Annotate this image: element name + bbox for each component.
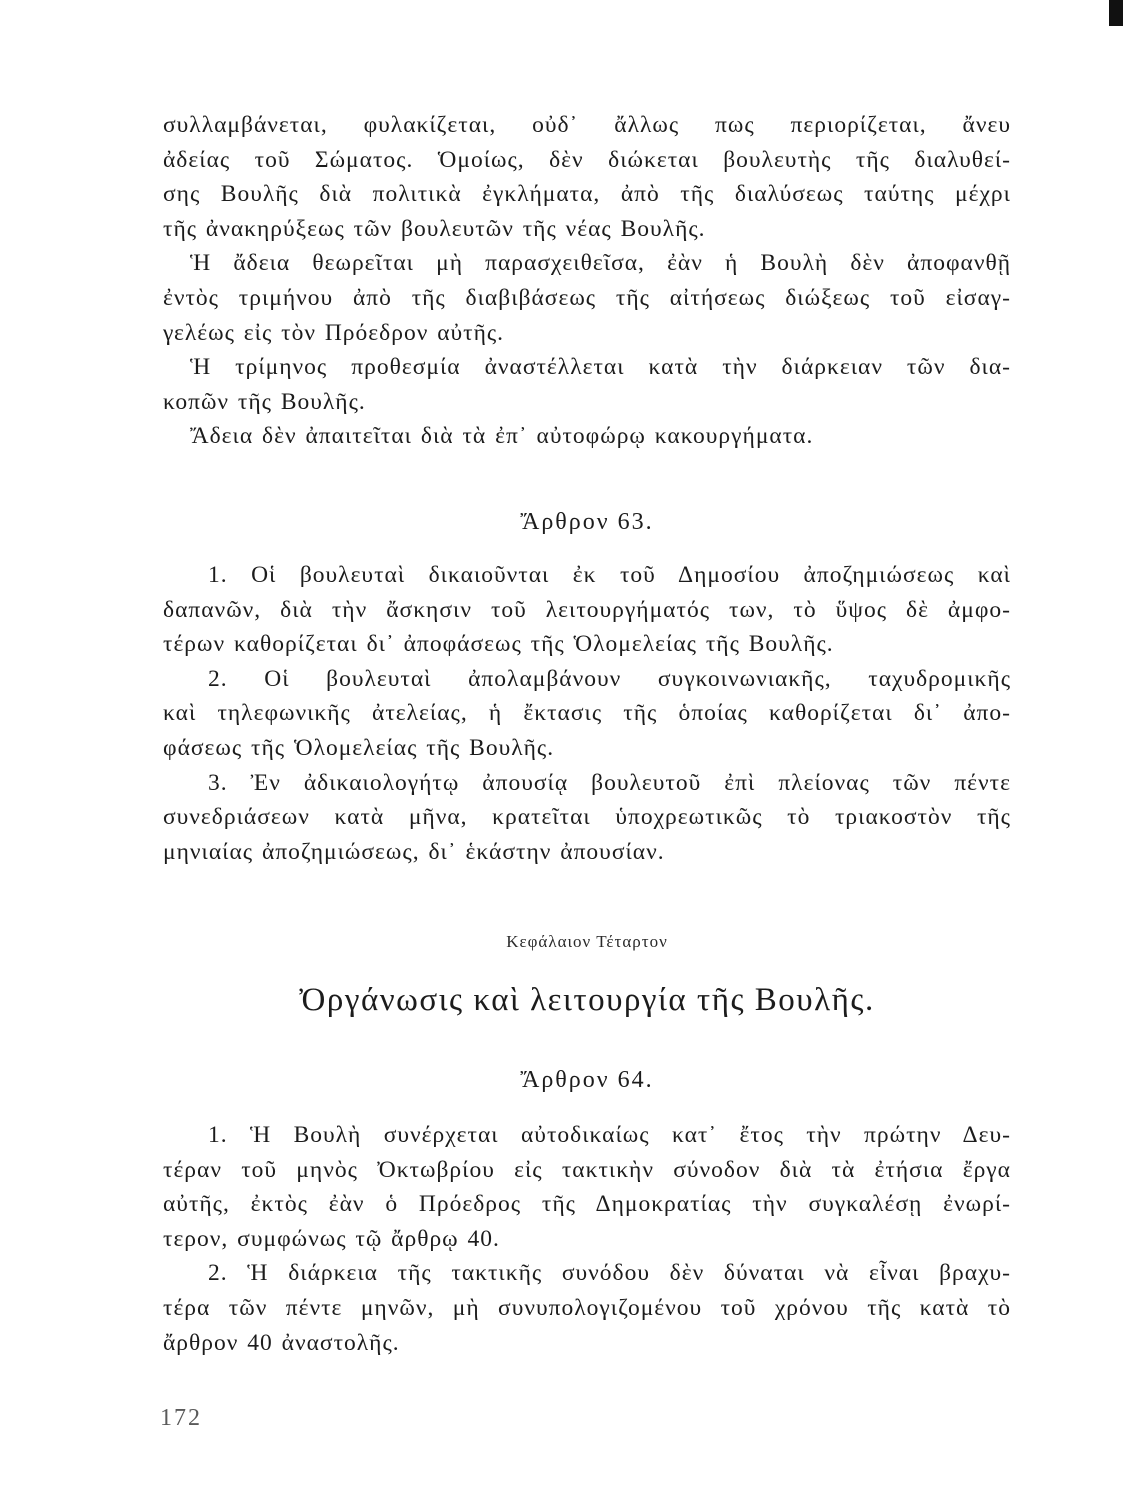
numbered-paragraph [163,1118,1011,1256]
chapter-title: Ὀργάνωσις καὶ λειτουργία τῆς Βουλῆς. [299,982,875,1018]
text-line: τῆς ἀνακηρύξεως τῶν βουλευτῶν τῆς νέας Βουλῆς. [163,215,706,242]
text-line: Ἡ τρίμηνος προθεσμία ἀναστέλλεται κατὰ τὴν διάρκειαν τῶν δια- [190,354,1011,381]
text-line: γελέως εἰς τὸν Πρόεδρον αὐτῆς. [163,319,505,346]
text-line: 2. Ἡ διάρκεια τῆς τακτικῆς συνόδου δὲν δύναται νὰ εἶναι βραχυ- [208,1260,1011,1287]
text-line: συνεδριάσεων κατὰ μῆνα, κρατεῖται ὑποχρεωτικῶς τὸ τριακοστὸν τῆς [163,804,1011,831]
article-62-continuation [163,108,1011,454]
text-line: τέραν τοῦ μηνὸς Ὀκτωβρίου εἰς τακτικὴν σύνοδον διὰ τὰ ἐτήσια ἔργα [163,1156,1011,1183]
text-line: συλλαμβάνεται, φυλακίζεται, οὐδ᾽ ἄλλως πως περιορίζεται, ἄνευ [163,112,1011,138]
text-line: 1. Οἱ βουλευταὶ δικαιοῦνται ἐκ τοῦ Δημοσίου ἀποζημιώσεως καὶ [208,562,1011,588]
text-line: σης Βουλῆς διὰ πολιτικὰ ἐγκλήματα, ἀπὸ τῆς διαλύσεως ταύτης μέχρι [163,181,1011,208]
text-line: μηνιαίας ἀποζημιώσεως, δι᾽ ἑκάστην ἀπουσίαν. [163,838,665,865]
text-line: ἄρθρον 40 ἀναστολῆς. [163,1329,400,1356]
page-number: 172 [160,1405,202,1431]
scan-artifact [1109,0,1123,26]
text-line: τέρων καθορίζεται δι᾽ ἀποφάσεως τῆς Ὁλομελείας τῆς Βουλῆς. [163,631,834,658]
paragraph [163,419,1011,454]
numbered-paragraph [163,558,1011,662]
text-line: καὶ τηλεφωνικῆς ἀτελείας, ἡ ἔκτασις τῆς ὁποίας καθορίζεται δι᾽ ἀπο- [163,700,1011,727]
text-line: δαπανῶν, διὰ τὴν ἄσκησιν τοῦ λειτουργήματός των, τὸ ὕψος δὲ ἀμφο- [163,596,1011,623]
chapter-label: Κεφάλαιον Τέταρτον [506,932,668,951]
text-line: αὐτῆς, ἐκτὸς ἐὰν ὁ Πρόεδρος τῆς Δημοκρατίας τὴν συγκαλέσῃ ἐνωρί- [163,1191,1011,1218]
paragraph [163,350,1011,419]
paragraph [163,246,1011,350]
article-63-body [163,558,1011,869]
text-line: ἐντὸς τριμήνου ἀπὸ τῆς διαβιβάσεως τῆς αἰτήσεως διώξεως τοῦ εἰσαγ- [163,284,1011,311]
paragraph [163,108,1011,246]
text-line: ἀδείας τοῦ Σώματος. Ὁμοίως, δὲν διώκεται βουλευτὴς τῆς διαλυθεί- [163,146,1011,173]
text-line: Ἄδεια δὲν ἀπαιτεῖται διὰ τὰ ἐπ᾽ αὐτοφώρῳ κακουργήματα. [190,423,814,450]
numbered-paragraph [163,662,1011,766]
article-heading: Ἄρθρον 64. [520,1067,654,1093]
text-line: 1. Ἡ Βουλὴ συνέρχεται αὐτοδικαίως κατ᾽ ἔτος τὴν πρώτην Δευ- [208,1122,1011,1148]
text-line: 2. Οἱ βουλευταὶ ἀπολαμβάνουν συγκοινωνιακῆς, ταχυδρομικῆς [208,665,1011,692]
text-line: Ἡ ἄδεια θεωρεῖται μὴ παρασχειθεῖσα, ἐὰν ἡ Βουλὴ δὲν ἀποφανθῇ [190,250,1011,277]
article-heading: Ἄρθρον 63. [520,509,654,535]
text-line: τερον, συμφώνως τῷ ἄρθρῳ 40. [163,1225,500,1252]
text-line: φάσεως τῆς Ὁλομελείας τῆς Βουλῆς. [163,734,555,761]
text-line: 3. Ἐν ἀδικαιολογήτῳ ἀπουσίᾳ βουλευτοῦ ἐπὶ πλείονας τῶν πέντε [208,769,1011,796]
numbered-paragraph [163,1256,1011,1360]
text-line: τέρα τῶν πέντε μηνῶν, μὴ συνυπολογιζομένου τοῦ χρόνου τῆς κατὰ τὸ [163,1294,1011,1321]
article-64-body [163,1118,1011,1360]
text-line: κοπῶν τῆς Βουλῆς. [163,388,366,415]
numbered-paragraph [163,766,1011,870]
